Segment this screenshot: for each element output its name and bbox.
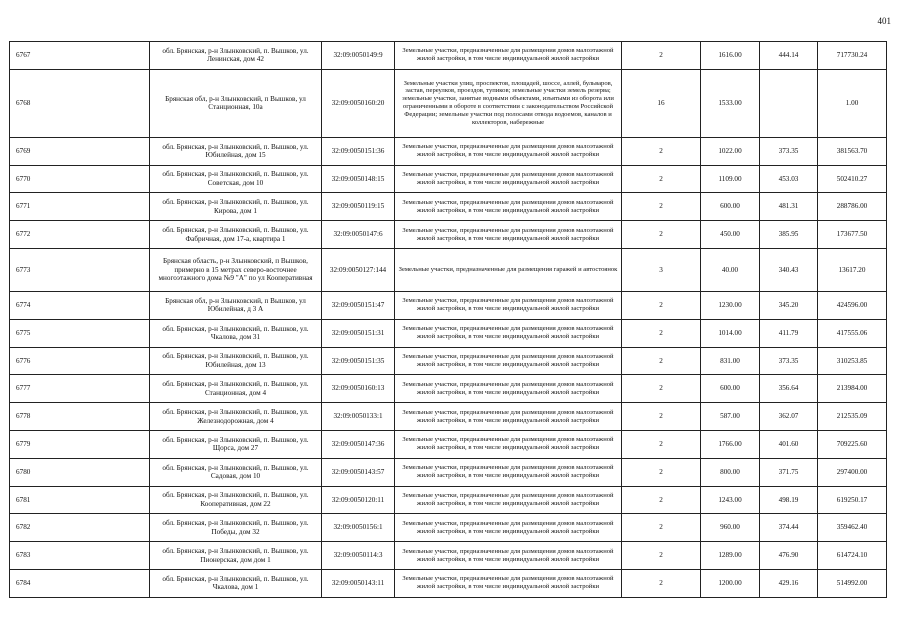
table-row (10, 486, 887, 514)
land-use-cell: Земельные участки, предназначенные для размещения гаражей и автостоянок (395, 248, 622, 291)
specific-value-cell: 374.44 (760, 514, 818, 542)
address-cell: обл. Брянская, р-н Злынковский, п. Вышков, ул. Советская, дом 10 (150, 165, 322, 193)
category-code-cell: 2 (622, 486, 701, 514)
address-cell: Брянская обл, р-н Злынковский, п Вышков, ул Станционная, 10а (150, 69, 322, 137)
area-cell: 800.00 (701, 458, 760, 486)
cadastral-number-cell: 32:09:0050151:31 (322, 319, 395, 347)
address-cell: обл. Брянская, р-н Злынковский, п. Вышков, ул. Кирова, дом 1 (150, 193, 322, 221)
area-cell: 40.00 (701, 248, 760, 291)
cadastral-value-cell: 173677.50 (818, 221, 887, 249)
area-cell: 1022.00 (701, 137, 760, 165)
table-row (10, 248, 887, 291)
cadastral-number-cell: 32:09:0050127:144 (322, 248, 395, 291)
row-number: 6783 (10, 542, 150, 570)
land-use-cell: Земельные участки, предназначенные для размещения домов малоэтажной жилой застройки, в том числе индивидуальной жилой застройки (395, 221, 622, 249)
land-use-cell: Земельные участки, предназначенные для размещения домов малоэтажной жилой застройки, в том числе индивидуальной жилой застройки (395, 430, 622, 458)
specific-value-cell: 345.20 (760, 291, 818, 319)
area-cell: 587.00 (701, 403, 760, 431)
category-code-cell: 2 (622, 347, 701, 375)
row-number: 6771 (10, 193, 150, 221)
address-cell: обл. Брянская, р-н Злынковский, п. Вышков, ул. Кооперативная, дом 22 (150, 486, 322, 514)
category-code-cell: 2 (622, 514, 701, 542)
cadastral-value-cell: 310253.85 (818, 347, 887, 375)
category-code-cell: 2 (622, 403, 701, 431)
land-use-cell: Земельные участки, предназначенные для размещения домов малоэтажной жилой застройки, в том числе индивидуальной жилой застройки (395, 403, 622, 431)
cadastral-number-cell: 32:09:0050151:35 (322, 347, 395, 375)
address-cell: обл. Брянская, р-н Злынковский, п. Вышков, ул. Чкалова, дом 1 (150, 569, 322, 597)
row-number: 6775 (10, 319, 150, 347)
area-cell: 1200.00 (701, 569, 760, 597)
area-cell: 600.00 (701, 375, 760, 403)
specific-value-cell: 371.75 (760, 458, 818, 486)
category-code-cell: 2 (622, 375, 701, 403)
category-code-cell: 3 (622, 248, 701, 291)
address-cell: обл. Брянская, р-н Злынковский, п. Вышков, ул. Станционная, дом 4 (150, 375, 322, 403)
area-cell: 1230.00 (701, 291, 760, 319)
specific-value-cell (760, 69, 818, 137)
cadastral-number-cell: 32:09:0050160:20 (322, 69, 395, 137)
table-row (10, 291, 887, 319)
row-number: 6776 (10, 347, 150, 375)
table-row (10, 165, 887, 193)
area-cell: 1766.00 (701, 430, 760, 458)
row-number: 6778 (10, 403, 150, 431)
specific-value-cell: 429.16 (760, 569, 818, 597)
address-cell: обл. Брянская, р-н Злынковский, п. Вышков, ул. Фабричная, дом 17-а, квартира 1 (150, 221, 322, 249)
row-number: 6781 (10, 486, 150, 514)
area-cell: 1109.00 (701, 165, 760, 193)
row-number: 6784 (10, 569, 150, 597)
cadastral-number-cell: 32:09:0050148:15 (322, 165, 395, 193)
row-number: 6768 (10, 69, 150, 137)
land-use-cell: Земельные участки, предназначенные для размещения домов малоэтажной жилой застройки, в том числе индивидуальной жилой застройки (395, 514, 622, 542)
cadastral-number-cell: 32:09:0050143:57 (322, 458, 395, 486)
land-use-cell: Земельные участки, предназначенные для размещения домов малоэтажной жилой застройки, в том числе индивидуальной жилой застройки (395, 165, 622, 193)
address-cell: обл. Брянская, р-н Злынковский, п. Вышков, ул. Щорса, дом 27 (150, 430, 322, 458)
row-number: 6774 (10, 291, 150, 319)
page-number: 401 (877, 16, 891, 26)
specific-value-cell: 498.19 (760, 486, 818, 514)
specific-value-cell: 401.60 (760, 430, 818, 458)
address-cell: обл. Брянская, р-н Злынковский, п. Вышков, ул. Юбилейная, дом 15 (150, 137, 322, 165)
table-row (10, 514, 887, 542)
row-number: 6767 (10, 42, 150, 70)
category-code-cell: 2 (622, 430, 701, 458)
specific-value-cell: 373.35 (760, 347, 818, 375)
category-code-cell: 2 (622, 569, 701, 597)
table-row (10, 137, 887, 165)
address-cell: обл. Брянская, р-н Злынковский, п. Вышков, ул. Чкалова, дом 31 (150, 319, 322, 347)
category-code-cell: 2 (622, 221, 701, 249)
area-cell: 450.00 (701, 221, 760, 249)
area-cell: 1289.00 (701, 542, 760, 570)
cadastral-value-cell: 709225.60 (818, 430, 887, 458)
table-row (10, 347, 887, 375)
area-cell: 960.00 (701, 514, 760, 542)
land-use-cell: Земельные участки, предназначенные для размещения домов малоэтажной жилой застройки, в том числе индивидуальной жилой застройки (395, 542, 622, 570)
cadastral-number-cell: 32:09:0050120:11 (322, 486, 395, 514)
category-code-cell: 2 (622, 193, 701, 221)
category-code-cell: 16 (622, 69, 701, 137)
land-use-cell: Земельные участки, предназначенные для размещения домов малоэтажной жилой застройки, в том числе индивидуальной жилой застройки (395, 486, 622, 514)
address-cell: обл. Брянская, р-н Злынковский, п. Вышков, ул. Победы, дом 32 (150, 514, 322, 542)
category-code-cell: 2 (622, 542, 701, 570)
specific-value-cell: 373.35 (760, 137, 818, 165)
table-row (10, 319, 887, 347)
table-row (10, 430, 887, 458)
land-use-cell: Земельные участки, предназначенные для размещения домов малоэтажной жилой застройки, в том числе индивидуальной жилой застройки (395, 137, 622, 165)
land-use-cell: Земельные участки, предназначенные для размещения домов малоэтажной жилой застройки, в том числе индивидуальной жилой застройки (395, 42, 622, 70)
area-cell: 1243.00 (701, 486, 760, 514)
land-use-cell: Земельные участки, предназначенные для размещения домов малоэтажной жилой застройки, в том числе индивидуальной жилой застройки (395, 458, 622, 486)
cadastral-value-cell: 13617.20 (818, 248, 887, 291)
row-number: 6780 (10, 458, 150, 486)
cadastral-number-cell: 32:09:0050147:6 (322, 221, 395, 249)
specific-value-cell: 340.43 (760, 248, 818, 291)
land-use-cell: Земельные участки, предназначенные для размещения домов малоэтажной жилой застройки, в том числе индивидуальной жилой застройки (395, 193, 622, 221)
table-row (10, 403, 887, 431)
cadastral-number-cell: 32:09:0050114:3 (322, 542, 395, 570)
address-cell: Брянская обл, р-н Злынковский, п Вышков, ул Юбилейная, д 3 А (150, 291, 322, 319)
cadastral-value-cell: 288786.00 (818, 193, 887, 221)
area-cell: 1533.00 (701, 69, 760, 137)
specific-value-cell: 362.07 (760, 403, 818, 431)
specific-value-cell: 385.95 (760, 221, 818, 249)
table-row (10, 375, 887, 403)
cadastral-value-cell: 614724.10 (818, 542, 887, 570)
cadastral-number-cell: 32:09:0050149:9 (322, 42, 395, 70)
row-number: 6782 (10, 514, 150, 542)
cadastral-value-cell: 1.00 (818, 69, 887, 137)
cadastral-value-cell: 717730.24 (818, 42, 887, 70)
category-code-cell: 2 (622, 137, 701, 165)
cadastral-number-cell: 32:09:0050147:36 (322, 430, 395, 458)
cadastral-value-cell: 297400.00 (818, 458, 887, 486)
row-number: 6772 (10, 221, 150, 249)
table-row (10, 458, 887, 486)
address-cell: обл. Брянская, р-н Злынковский, п. Вышков, ул. Железнодорожная, дом 4 (150, 403, 322, 431)
address-cell: обл. Брянская, р-н Злынковский, п. Вышков, ул. Пионерская, дом дом 1 (150, 542, 322, 570)
land-use-cell: Земельные участки, предназначенные для размещения домов малоэтажной жилой застройки, в том числе индивидуальной жилой застройки (395, 319, 622, 347)
area-cell: 600.00 (701, 193, 760, 221)
table-row (10, 69, 887, 137)
table-row (10, 221, 887, 249)
table-row (10, 42, 887, 70)
cadastral-number-cell: 32:09:0050119:15 (322, 193, 395, 221)
cadastral-value-cell: 514992.00 (818, 569, 887, 597)
address-cell: обл. Брянская, р-н Злынковский, п. Вышков, ул. Юбилейная, дом 13 (150, 347, 322, 375)
cadastral-value-cell: 359462.40 (818, 514, 887, 542)
address-cell: Брянская область, р-н Злынковский, п Вышков, примерно в 15 метрах северо-восточнее многоэтажного дома №9 "А" по ул Кооперативная (150, 248, 322, 291)
table-row (10, 193, 887, 221)
specific-value-cell: 411.79 (760, 319, 818, 347)
cadastral-value-cell: 212535.09 (818, 403, 887, 431)
cadastral-value-cell: 502410.27 (818, 165, 887, 193)
cadastral-number-cell: 32:09:0050156:1 (322, 514, 395, 542)
cadastral-number-cell: 32:09:0050133:1 (322, 403, 395, 431)
table-row (10, 569, 887, 597)
category-code-cell: 2 (622, 42, 701, 70)
row-number: 6779 (10, 430, 150, 458)
specific-value-cell: 476.90 (760, 542, 818, 570)
land-use-cell: Земельные участки, предназначенные для размещения домов малоэтажной жилой застройки, в том числе индивидуальной жилой застройки (395, 291, 622, 319)
row-number: 6777 (10, 375, 150, 403)
cadastral-number-cell: 32:09:0050151:36 (322, 137, 395, 165)
row-number: 6769 (10, 137, 150, 165)
address-cell: обл. Брянская, р-н Злынковский, п. Вышков, ул. Садовая, дом 10 (150, 458, 322, 486)
cadastral-number-cell: 32:09:0050143:11 (322, 569, 395, 597)
cadastral-number-cell: 32:09:0050160:13 (322, 375, 395, 403)
specific-value-cell: 356.64 (760, 375, 818, 403)
specific-value-cell: 481.31 (760, 193, 818, 221)
address-cell: обл. Брянская, р-н Злынковский, п. Вышков, ул. Ленинская, дом 42 (150, 42, 322, 70)
area-cell: 1616.00 (701, 42, 760, 70)
area-cell: 1014.00 (701, 319, 760, 347)
table-row (10, 542, 887, 570)
row-number: 6770 (10, 165, 150, 193)
row-number: 6773 (10, 248, 150, 291)
cadastral-value-cell: 619250.17 (818, 486, 887, 514)
cadastral-value-cell: 381563.70 (818, 137, 887, 165)
land-use-cell: Земельные участки, предназначенные для размещения домов малоэтажной жилой застройки, в том числе индивидуальной жилой застройки (395, 569, 622, 597)
land-use-cell: Земельные участки, предназначенные для размещения домов малоэтажной жилой застройки, в том числе индивидуальной жилой застройки (395, 347, 622, 375)
land-use-cell: Земельные участки улиц, проспектов, площадей, шоссе, аллей, бульваров, застав, переулков, проездов, тупиков; земельные участки земель резерва; земельные участки, занятые водными объектами, изъятыми из оборота или ограниченными в обороте в соответствии с законодательством Российской Федерации; земельные участки под полосами отвода водоемов, каналов и коллекторов, набережные (395, 69, 622, 137)
specific-value-cell: 453.03 (760, 165, 818, 193)
cadastral-value-cell: 213984.00 (818, 375, 887, 403)
category-code-cell: 2 (622, 319, 701, 347)
specific-value-cell: 444.14 (760, 42, 818, 70)
cadastral-number-cell: 32:09:0050151:47 (322, 291, 395, 319)
category-code-cell: 2 (622, 458, 701, 486)
area-cell: 831.00 (701, 347, 760, 375)
land-registry-table (9, 41, 887, 598)
cadastral-value-cell: 424596.00 (818, 291, 887, 319)
category-code-cell: 2 (622, 165, 701, 193)
category-code-cell: 2 (622, 291, 701, 319)
cadastral-value-cell: 417555.06 (818, 319, 887, 347)
land-use-cell: Земельные участки, предназначенные для размещения домов малоэтажной жилой застройки, в том числе индивидуальной жилой застройки (395, 375, 622, 403)
